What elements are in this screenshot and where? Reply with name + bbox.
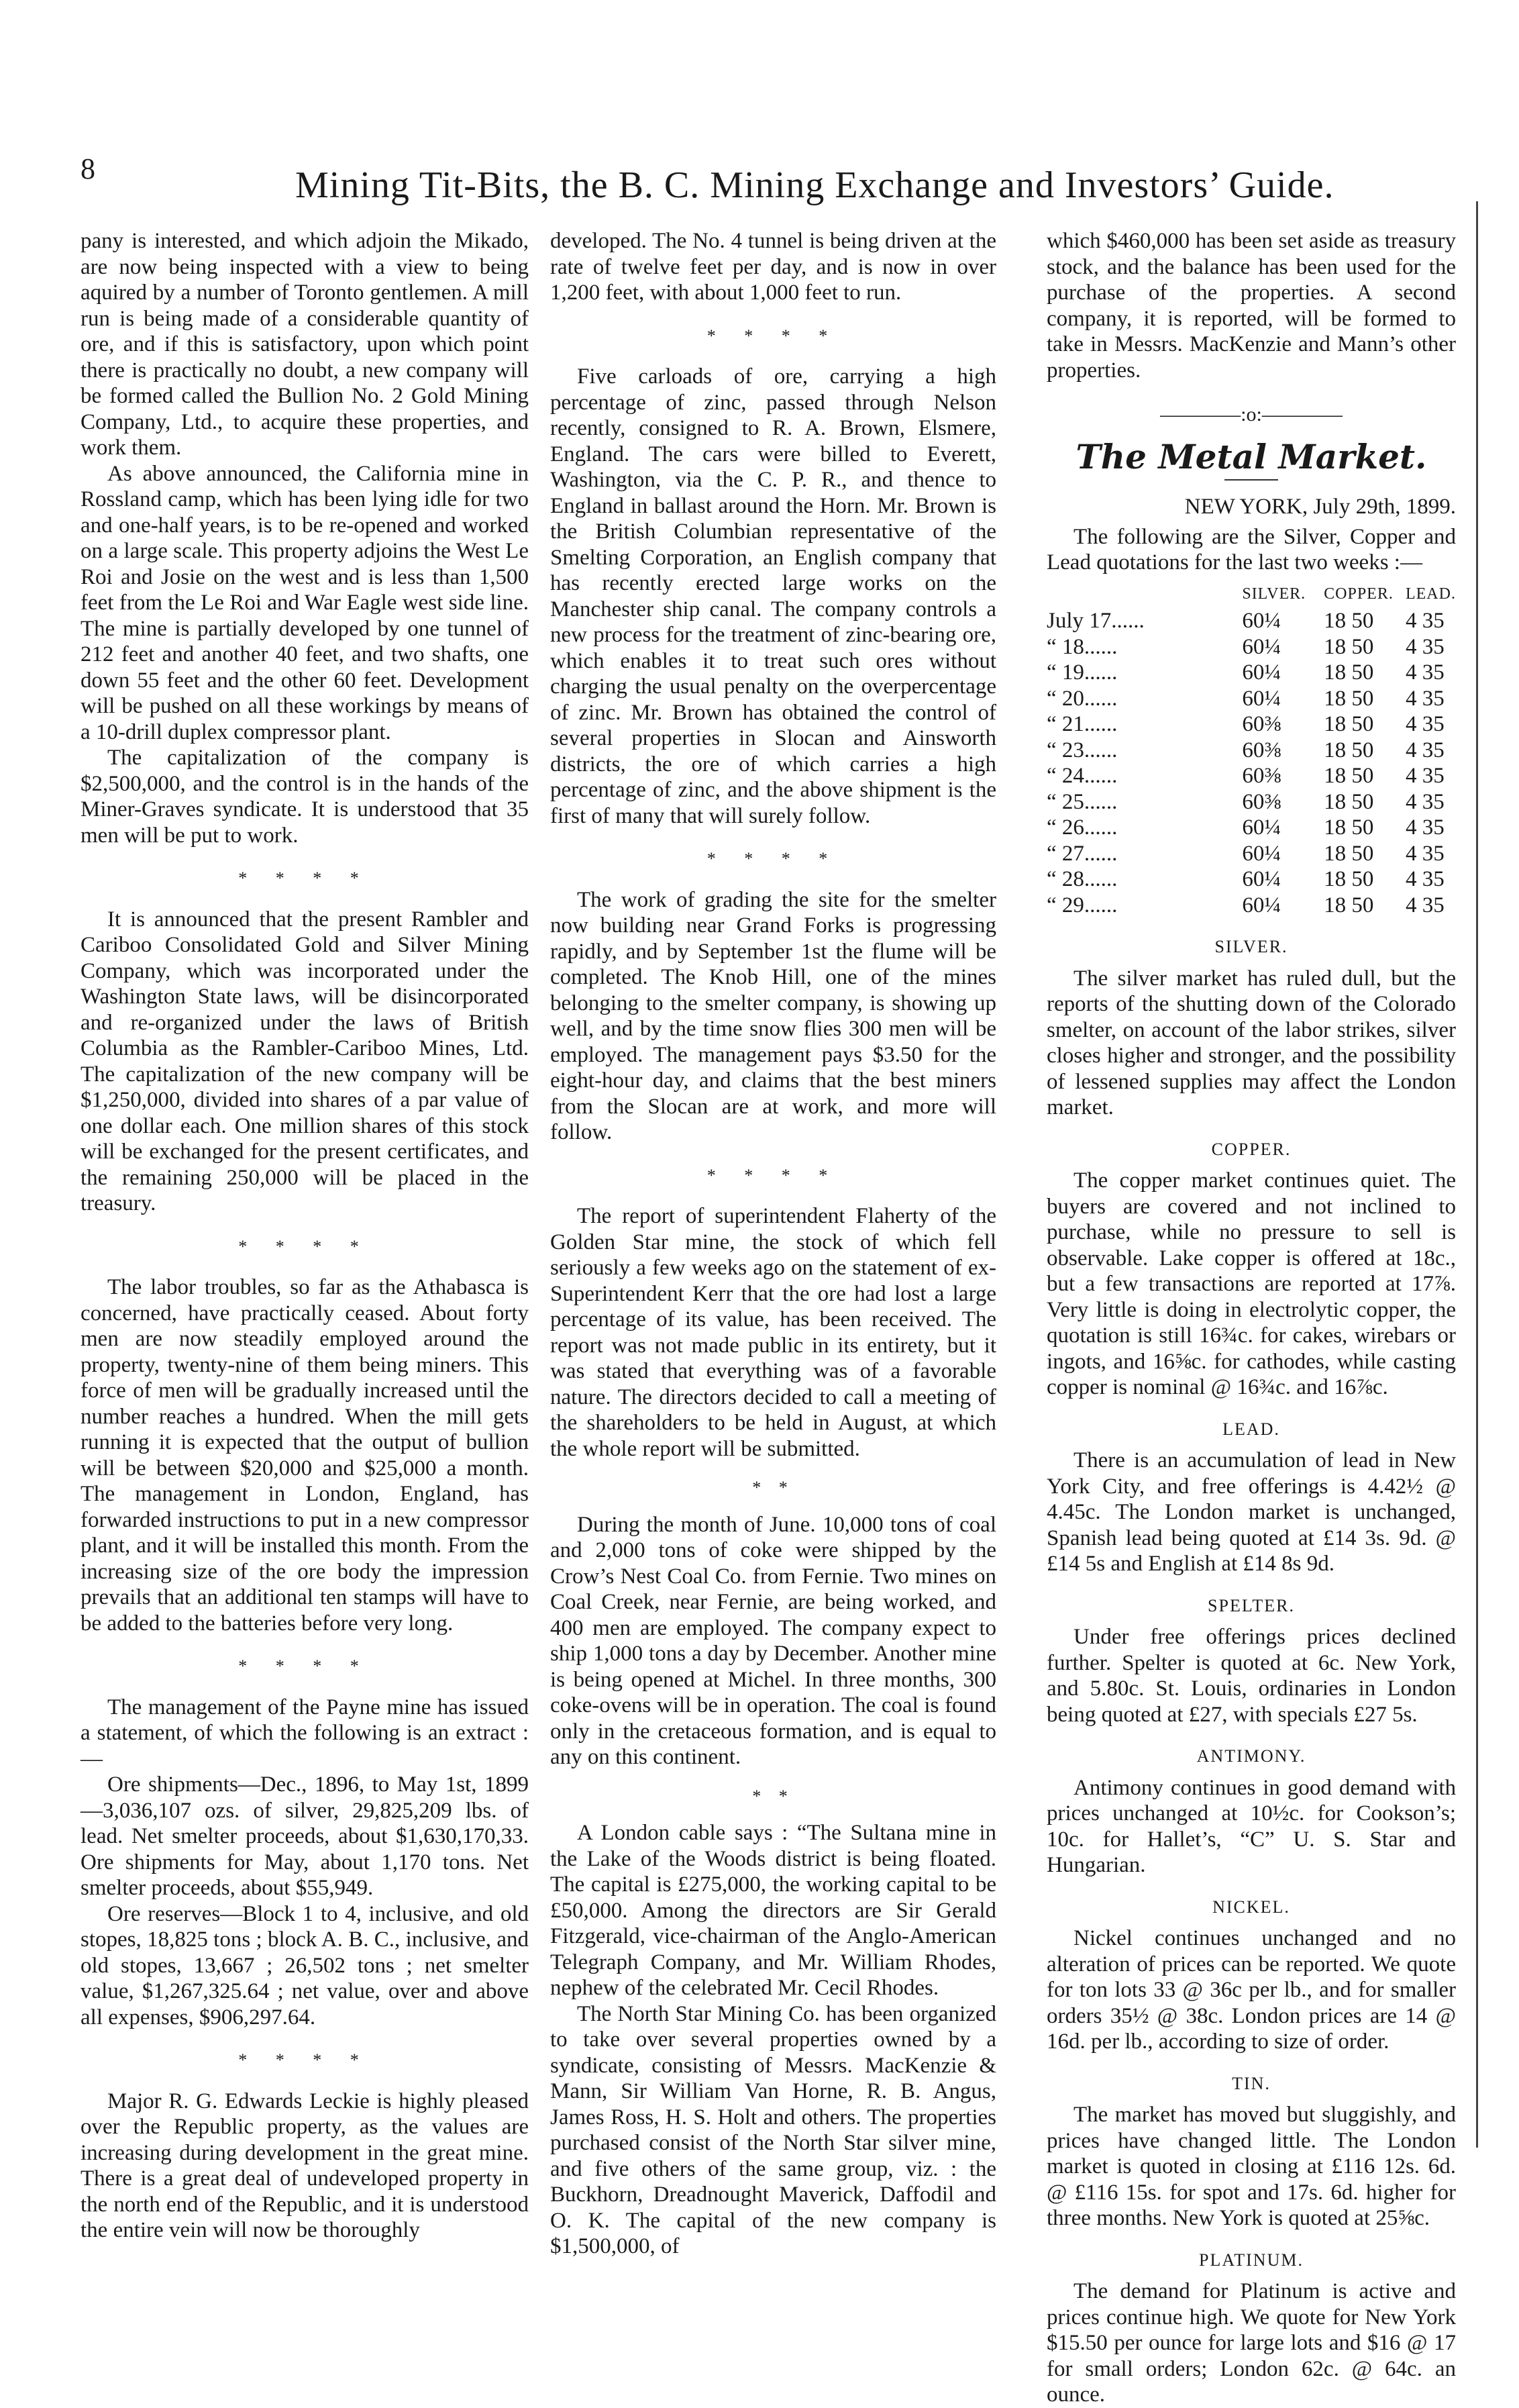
date-column-header bbox=[1047, 580, 1242, 609]
dateline: NEW YORK, July 29th, 1899. bbox=[1184, 495, 1456, 519]
silver-column-header: SILVER. bbox=[1242, 585, 1306, 603]
price-row bbox=[1047, 686, 1456, 712]
price-row bbox=[1047, 608, 1456, 634]
date-cell: “ 29...... bbox=[1047, 893, 1118, 917]
price-table-header bbox=[1047, 580, 1456, 609]
paragraph: It is announced that the present Rambler and Cariboo Consolidated Gold and Silver Mining Company, which was incorporated under the Washington State laws, will be disincorporated and re-organized under the laws of British Columbia as the Rambler-Cariboo Mines, Ltd. The capitalization of the new company will be $1,250,000, divided into shares of a par value of one dollar each. One million shares of this stock will be exchanged for the present certificates, and the remaining 250,000 will be placed in the treasury. bbox=[81, 907, 529, 1215]
separator-stars: * * * * bbox=[238, 1236, 371, 1256]
paragraph: which $460,000 has been set aside as treasury stock, and the balance has been used for the purchase of the properties. A second company, it is reported, will be formed to take in Messrs. MacKenzie and Mann’s other properties. bbox=[1047, 229, 1456, 383]
paragraph: Ore shipments—Dec., 1896, to May 1st, 1899—3,036,107 ozs. of silver, 29,825,209 lbs. of lead. Net smelter proceeds, about $1,630,170,33. Ore shipments for May, about 1,170 tons. Net smelter proceeds, about $55,949. bbox=[81, 1772, 529, 1900]
paragraph: A London cable says : “The Sultana mine in the Lake of the Woods district is being floated. The capital is £275,000, the working capital to be £50,000. Among the directors are Sir Gerald Fitzgerald, vice-chairman of the Anglo-American Telegraph Company, and Mr. William Rhodes, nephew of the celebrated Mr. Cecil Rhodes. bbox=[550, 1821, 996, 2000]
paragraph: The silver market has ruled dull, but the reports of the shutting down of the Colorado smelter, on account of the labor strikes, silver closes higher and stronger, and the possibility of lessened supplies may affect the London market. bbox=[1047, 966, 1456, 1119]
paragraph: developed. The No. 4 tunnel is being driven at the rate of twelve feet per day, and is now in over 1,200 feet, with about 1,000 feet to run. bbox=[550, 229, 996, 305]
separator-stars: * * * * bbox=[706, 849, 840, 868]
subheading-antimony: ANTIMONY. bbox=[1196, 1746, 1306, 1766]
copper-cell: 18 50 bbox=[1324, 634, 1374, 659]
silver-cell: 60⅜ bbox=[1242, 738, 1281, 762]
paragraph: The report of superintendent Flaherty of the Golden Star mine, the stock of which fell seriously a few weeks ago on the statement of ex-Superintendent Kerr that the ore had lost a large percentage of its value, has been received. The report was not made public in its entirety, but it was stated that everything was of a favorable nature. The directors decided to call a meeting of the shareholders to be held in August, at which the whole report will be submitted. bbox=[550, 1204, 996, 1461]
paragraph: The demand for Platinum is active and prices continue high. We quote for New York $15.50 per ounce for large lots and $16 @ 17 for small orders; London 62c. @ 64c. an ounce. bbox=[1047, 2279, 1456, 2407]
lead-cell: 4 35 bbox=[1405, 789, 1445, 814]
lead-cell: 4 35 bbox=[1405, 841, 1445, 866]
copper-cell: 18 50 bbox=[1324, 841, 1374, 866]
silver-cell: 60⅜ bbox=[1242, 712, 1281, 736]
page-number: 8 bbox=[81, 152, 95, 185]
paragraph: The work of grading the site for the smelter now building near Grand Forks is progressing rapidly, and by September 1st the flume will be completed. The Knob Hill, one of the mines belonging to the smelter company, is showing up well, and by the time snow flies 300 men will be employed. The management pays $3.50 for the eight-hour day, and claims that the best miners from the Slocan are at work, and more will follow. bbox=[550, 887, 996, 1144]
date-cell: “ 28...... bbox=[1047, 867, 1118, 891]
paragraph: The management of the Payne mine has issued a statement, of which the following is an extract :— bbox=[81, 1695, 529, 1771]
price-row bbox=[1047, 711, 1456, 738]
copper-cell: 18 50 bbox=[1324, 815, 1374, 840]
silver-cell: 60⅜ bbox=[1242, 789, 1281, 814]
paragraph: Nickel continues unchanged and no alteration of prices can be reported. We quote for ton lots 33 @ 36c per lb., and for smaller orders 35½ @ 38c. London prices are 14 @ 16d. per lb., according to size of order. bbox=[1047, 1926, 1456, 2054]
silver-cell: 60¼ bbox=[1242, 893, 1281, 917]
subheading-lead: LEAD. bbox=[1222, 1419, 1280, 1439]
subheading-tin: TIN. bbox=[1232, 2073, 1271, 2093]
separator-stars: * * * * bbox=[238, 1656, 371, 1676]
subheading-nickel: NICKEL. bbox=[1212, 1897, 1290, 1917]
paragraph: The labor troubles, so far as the Athabasca is concerned, have practically ceased. About forty men are now steadily employed around the property, twenty-nine of them being miners. This force of men will be gradually increased until the number reaches a hundred. When the mill gets running it is expected that the output of bullion will be between $20,000 and $25,000 a month. The management in London, England, has forwarded instructions to put in a new compressor plant, and it will be installed this month. From the increasing size of the ore body the impression prevails that an additional ten stamps will have to be added to the batteries before very long. bbox=[81, 1275, 529, 1636]
column-2 bbox=[550, 228, 996, 2260]
lead-cell: 4 35 bbox=[1405, 867, 1445, 891]
date-cell: “ 18...... bbox=[1047, 634, 1118, 659]
copper-cell: 18 50 bbox=[1324, 712, 1374, 736]
date-cell: “ 27...... bbox=[1047, 841, 1118, 866]
price-row bbox=[1047, 763, 1456, 789]
price-table bbox=[1047, 580, 1456, 919]
lead-cell: 4 35 bbox=[1405, 686, 1445, 711]
price-row bbox=[1047, 866, 1456, 893]
paragraph: As above announced, the California mine in Rossland camp, which has been lying idle for two and one-half years, is to be re-opened and worked on a large scale. This property adjoins the West Le Roi and Josie on the west and is less than 1,500 feet from the Le Roi and War Eagle west side line. The mine is partially developed by one tunnel of 212 feet and another 40 feet, and two shafts, one down 55 feet and the other 60 feet. Development will be pushed on all these workings by means of a 10-drill duplex compressor plant. bbox=[81, 461, 529, 744]
lead-cell: 4 35 bbox=[1405, 738, 1445, 762]
date-cell: “ 19...... bbox=[1047, 660, 1118, 685]
separator-stars: * * bbox=[752, 1478, 794, 1497]
lead-cell: 4 35 bbox=[1405, 609, 1445, 633]
paragraph: pany is interested, and which adjoin the Mikado, are now being inspected with a view to being aquired by a number of Toronto gentlemen. A mill run is being made of a considerable quantity of ore, and if this is satisfactory, upon which point there is practically no doubt, a new company will be formed called the Bullion No. 2 Gold Mining Company, Ltd., to acquire these properties, and work them. bbox=[81, 229, 529, 460]
silver-cell: 60¼ bbox=[1242, 634, 1281, 659]
separator-stars: * * bbox=[752, 1786, 794, 1806]
price-row bbox=[1047, 660, 1456, 686]
copper-cell: 18 50 bbox=[1324, 893, 1374, 917]
column-1 bbox=[81, 228, 529, 2244]
copper-cell: 18 50 bbox=[1324, 867, 1374, 891]
page-header: Mining Tit-Bits, the B. C. Mining Exchange and Investors’ Guide. bbox=[295, 164, 1334, 206]
paragraph: During the month of June. 10,000 tons of coal and 2,000 tons of coke were shipped by the Crow’s Nest Coal Co. from Fernie. Two mines on Coal Creek, near Fernie, are being worked, and 400 men are employed. The company expect to ship 1,000 tons a day by December. Another mine is being opened at Michel. In three months, 300 coke-ovens will be in operation. The coal is found only in the cretaceous formation, and is equal to any on this continent. bbox=[550, 1512, 996, 1769]
paragraph: The North Star Mining Co. has been organized to take over several properties owned by a syndicate, consisting of Messrs. MacKenzie & Mann, Sir William Van Horne, R. B. Angus, James Ross, H. S. Holt and others. The properties purchased consist of the North Star silver mine, and five others of the same group, viz. : the Buckhorn, Dreadnought Maverick, Daffodil and O. K. The capital of the new company is $1,500,000, of bbox=[550, 2001, 996, 2258]
paragraph: Under free offerings prices declined further. Spelter is quoted at 6c. New York, and 5.80c. St. Louis, ordinaries in London being quoted at £27, with specials £27 5s. bbox=[1047, 1625, 1456, 1727]
price-row bbox=[1047, 789, 1456, 815]
paragraph: Antimony continues in good demand with prices unchanged at 10½c. for Cookson’s; 10c. for Hallet’s, “C” U. S. Star and Hungarian. bbox=[1047, 1775, 1456, 1877]
silver-cell: 60¼ bbox=[1242, 609, 1281, 633]
paragraph: Ore reserves—Block 1 to 4, inclusive, and old stopes, 18,825 tons ; block A. B. C., inclusive, and old stopes, 13,667 ; 26,502 tons ; net smelter value, $1,267,325.64 ; net value, over and above all expenses, $906,297.64. bbox=[81, 1901, 529, 2029]
silver-cell: 60¼ bbox=[1242, 867, 1281, 891]
date-cell: July 17...... bbox=[1047, 609, 1145, 633]
price-row bbox=[1047, 738, 1456, 764]
paragraph: Five carloads of ore, carrying a high percentage of zinc, passed through Nelson recently, consigned to R. A. Brown, Elsmere, England. The cars were billed to Everett, Washington, via the C. P. R., and thence to England in ballast around the Horn. Mr. Brown is the British Columbian representative of the Smelting Corporation, an English company that has recently erected large works on the Manchester ship canal. The company controls a new process for the treatment of zinc-bearing ore, which enables it to treat such ores without charging the usual penalty on the overpercentage of zinc. Mr. Brown has obtained the control of several properties in Slocan and Ainsworth districts, the ore of which carries a high percentage of zinc, and the above shipment is the first of many that will surely follow. bbox=[550, 364, 996, 828]
subheading-silver: SILVER. bbox=[1214, 937, 1288, 956]
subheading-spelter: SPELTER. bbox=[1208, 1595, 1295, 1615]
copper-cell: 18 50 bbox=[1324, 609, 1374, 633]
paragraph: The copper market continues quiet. The buyers are covered and not inclined to purchase, while no pressure to sell is observable. Lake copper is offered at 18c., but a few transactions are reported at 17⅞. Very little is doing in electrolytic copper, the quotation is still 16¾c. for cakes, wirebars or ingots, and 16⅝c. for cathodes, while casting copper is nominal @ 16¾c. and 16⅞c. bbox=[1047, 1168, 1456, 1399]
lead-cell: 4 35 bbox=[1405, 712, 1445, 736]
price-row bbox=[1047, 634, 1456, 660]
copper-cell: 18 50 bbox=[1324, 764, 1374, 788]
column-3 bbox=[1047, 228, 1456, 2408]
lead-cell: 4 35 bbox=[1405, 660, 1445, 685]
lead-cell: 4 35 bbox=[1405, 764, 1445, 788]
paragraph: The capitalization of the company is $2,500,000, and the control is in the hands of the Miner-Graves syndicate. It is understood that 35 men will be put to work. bbox=[81, 746, 529, 848]
price-row bbox=[1047, 815, 1456, 841]
copper-column-header: COPPER. bbox=[1324, 585, 1394, 603]
date-cell: “ 26...... bbox=[1047, 815, 1118, 840]
section-separator: ————:o:———— bbox=[1160, 403, 1343, 425]
title-rule bbox=[1224, 479, 1278, 481]
date-cell: “ 20...... bbox=[1047, 686, 1118, 711]
date-cell: “ 21...... bbox=[1047, 712, 1118, 736]
silver-cell: 60¼ bbox=[1242, 815, 1281, 840]
paragraph: There is an accumulation of lead in New York City, and free offerings is 4.42½ @ 4.45c. The London market is unchanged, Spanish lead being quoted at £14 3s. 9d. @ £14 5s and English at £14 8s 9d. bbox=[1047, 1448, 1456, 1576]
price-rows bbox=[1047, 608, 1456, 918]
paragraph: The following are the Silver, Copper and Lead quotations for the last two weeks :— bbox=[1047, 524, 1456, 574]
separator-stars: * * * * bbox=[238, 2050, 371, 2070]
date-cell: “ 24...... bbox=[1047, 764, 1118, 788]
copper-cell: 18 50 bbox=[1324, 660, 1374, 685]
separator-stars: * * * * bbox=[238, 868, 371, 888]
price-row bbox=[1047, 841, 1456, 867]
lead-column-header: LEAD. bbox=[1405, 585, 1456, 603]
copper-cell: 18 50 bbox=[1324, 789, 1374, 814]
page-edge-rule bbox=[1476, 201, 1478, 2148]
date-cell: “ 23...... bbox=[1047, 738, 1118, 762]
silver-cell: 60⅜ bbox=[1242, 764, 1281, 788]
paragraph: The market has moved but sluggishly, and prices have changed little. The London market is quoted in closing at £116 12s. 6d. @ £116 15s. for spot and 17s. 6d. higher for three months. New York is quoted at 25⅝c. bbox=[1047, 2103, 1456, 2230]
silver-cell: 60¼ bbox=[1242, 660, 1281, 685]
separator-stars: * * * * bbox=[706, 325, 840, 346]
lead-cell: 4 35 bbox=[1405, 815, 1445, 840]
lead-cell: 4 35 bbox=[1405, 634, 1445, 659]
paragraph: Major R. G. Edwards Leckie is highly pleased over the Republic property, as the values are increasing during development in the great mine. There is a great deal of undeveloped property in the north end of the Republic, and it is understood the entire vein will now be thoroughly bbox=[81, 2089, 529, 2242]
silver-cell: 60¼ bbox=[1242, 841, 1281, 866]
silver-cell: 60¼ bbox=[1242, 686, 1281, 711]
separator-stars: * * * * bbox=[706, 1165, 840, 1185]
subheading-copper: COPPER. bbox=[1211, 1139, 1292, 1159]
lead-cell: 4 35 bbox=[1405, 893, 1445, 917]
section-title: The Metal Market. bbox=[1076, 436, 1427, 476]
price-row bbox=[1047, 893, 1456, 919]
copper-cell: 18 50 bbox=[1324, 686, 1374, 711]
copper-cell: 18 50 bbox=[1324, 738, 1374, 762]
date-cell: “ 25...... bbox=[1047, 789, 1118, 814]
subheading-platinum: PLATINUM. bbox=[1199, 2250, 1304, 2270]
